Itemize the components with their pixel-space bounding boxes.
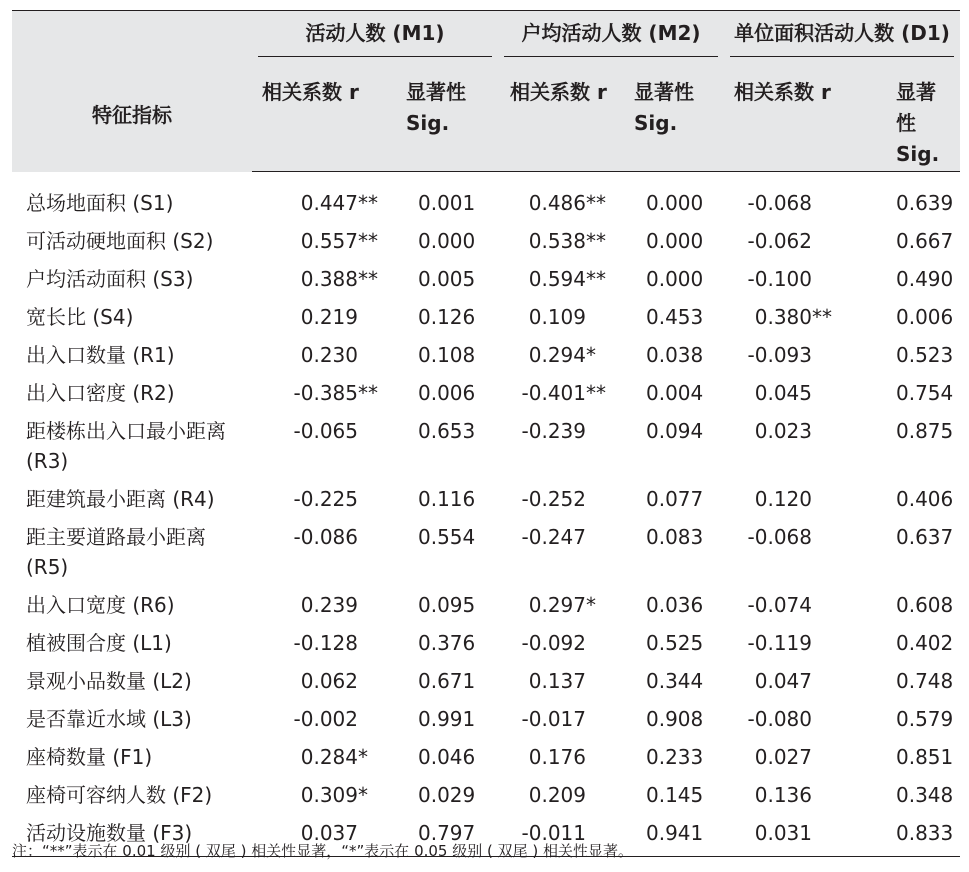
d1-r-value: -0.080 [747,707,812,731]
m1-r-cell [252,700,394,738]
feature-column-header: 特征指标 [12,11,252,172]
m2-r-cell [498,222,622,260]
m1-r-cell [252,776,394,814]
m1-r-value: 0.447 [300,191,358,215]
d1-r-cell [724,814,848,857]
m1-sig-cell: 0.653 [418,419,476,443]
m2-r-value: -0.092 [521,631,586,655]
m2-r-cell [498,738,622,776]
m2-r-value: -0.401 [521,381,586,405]
m1-r-value: -0.128 [293,631,358,655]
m1-r-cell [252,374,394,412]
d1-sig-cell: 0.639 [896,191,954,215]
d1-sig-cell: 0.490 [896,267,954,291]
d1-sig-cell: 0.348 [896,783,954,807]
feature-cell: 距主要道路最小距离 (R5) [26,525,206,579]
group-header-m1 [252,11,498,64]
d1-r-cell [724,298,848,336]
table-row [12,518,960,586]
m2-r-value: 0.209 [528,783,586,807]
m2-sig-cell: 0.908 [646,707,704,731]
table-row [12,222,960,260]
m1-r-cell [252,662,394,700]
m1-r-cell [252,222,394,260]
feature-cell: 景观小品数量 (L2) [26,669,192,693]
m1-r-cell [252,336,394,374]
m2-r-cell [498,776,622,814]
d1-r-cell [724,518,848,586]
d1-r-cell [724,336,848,374]
d1-r-cell [724,738,848,776]
d1-r-cell [724,700,848,738]
feature-cell: 出入口数量 (R1) [26,343,175,367]
correlation-table-container [12,10,960,857]
m1-significance-mark: * [358,783,368,807]
m1-sig-cell: 0.991 [418,707,476,731]
d1-r-value: -0.119 [747,631,812,655]
m1-r-value: -0.086 [293,525,358,549]
d1-sig-cell: 0.579 [896,707,954,731]
d1-sig-cell: 0.875 [896,419,954,443]
m2-significance-mark: ** [586,191,606,215]
m2-r-cell [498,172,622,223]
m2-sig-cell: 0.000 [646,229,704,253]
feature-cell: 距楼栋出入口最小距离 (R3) [26,419,226,473]
group-header-m1-label: 活动人数 (M1) [258,17,492,57]
m2-r-cell [498,260,622,298]
m2-sig-header: 显著性 Sig. [622,63,724,172]
m1-sig-cell: 0.671 [418,669,476,693]
group-header-d1-label: 单位面积活动人数 (D1) [730,17,954,57]
d1-r-cell [724,480,848,518]
table-body [12,172,960,857]
d1-r-value: -0.074 [747,593,812,617]
m2-r-cell [498,336,622,374]
d1-r-cell [724,222,848,260]
m2-r-cell [498,586,622,624]
m1-sig-cell: 0.006 [418,381,476,405]
d1-r-value: 0.023 [754,419,812,443]
m1-sig-cell: 0.797 [394,814,498,857]
d1-sig-cell: 0.006 [896,305,954,329]
m1-r-cell [252,260,394,298]
m1-r-value: 0.284 [300,745,358,769]
d1-sig-cell: 0.851 [896,745,954,769]
m1-significance-mark: ** [358,191,378,215]
m1-sig-cell: 0.005 [418,267,476,291]
m2-sig-cell: 0.004 [646,381,704,405]
m1-r-cell [252,298,394,336]
m2-r-value: 0.538 [528,229,586,253]
m1-significance-mark: ** [358,381,378,405]
table-row [12,336,960,374]
group-header-m2 [498,11,724,64]
m2-significance-mark: ** [586,381,606,405]
m2-sig-cell: 0.145 [646,783,704,807]
m2-r-value: -0.239 [521,419,586,443]
m1-r-cell [252,518,394,586]
m1-r-cell [252,412,394,480]
table-row [12,700,960,738]
m2-sig-cell: 0.344 [646,669,704,693]
m1-r-cell [252,586,394,624]
m1-r-value: -0.002 [293,707,358,731]
m1-sig-header: 显著性 Sig. [394,63,498,172]
table-row [12,624,960,662]
m2-r-cell [498,624,622,662]
m1-significance-mark: * [358,745,368,769]
feature-cell: 宽长比 (S4) [26,305,134,329]
d1-r-value: 0.027 [754,745,812,769]
m2-significance-mark: ** [586,229,606,253]
d1-r-cell [724,374,848,412]
feature-cell: 植被围合度 (L1) [26,631,172,655]
d1-r-value: -0.062 [747,229,812,253]
group-header-d1 [724,11,960,64]
m1-r-value: 0.219 [300,305,358,329]
d1-r-value: -0.093 [747,343,812,367]
m1-r-value: 0.037 [300,821,358,845]
m1-r-value: 0.388 [300,267,358,291]
m1-r-cell [252,738,394,776]
m2-r-value: 0.109 [528,305,586,329]
d1-sig-cell: 0.608 [896,593,954,617]
table-header [12,11,960,172]
m2-r-header: 相关系数 r [498,63,622,172]
m1-sig-cell: 0.554 [418,525,476,549]
table-row [12,662,960,700]
feature-cell: 户均活动面积 (S3) [26,267,194,291]
d1-r-cell [724,260,848,298]
m2-sig-cell: 0.077 [646,487,704,511]
table-row [12,260,960,298]
m2-r-value: -0.252 [521,487,586,511]
m1-sig-cell: 0.108 [418,343,476,367]
m1-sig-cell: 0.046 [418,745,476,769]
table-row [12,586,960,624]
m1-sig-cell: 0.376 [418,631,476,655]
m1-r-cell [252,480,394,518]
m2-r-value: 0.137 [528,669,586,693]
m2-significance-mark: ** [586,267,606,291]
m2-significance-mark: * [586,593,596,617]
feature-cell: 活动设施数量 (F3) [12,814,252,857]
d1-r-value: 0.136 [754,783,812,807]
table-row [12,374,960,412]
m2-r-value: 0.294 [528,343,586,367]
d1-r-cell [724,624,848,662]
m2-sig-cell: 0.083 [646,525,704,549]
m2-sig-cell: 0.036 [646,593,704,617]
m2-r-cell [498,298,622,336]
d1-r-value: 0.031 [754,821,812,845]
m1-r-value: 0.239 [300,593,358,617]
m2-r-cell [498,480,622,518]
m2-significance-mark: * [586,343,596,367]
table-row [12,412,960,480]
m1-sig-cell: 0.095 [418,593,476,617]
m1-r-value: 0.557 [300,229,358,253]
group-header-m2-label: 户均活动人数 (M2) [504,17,718,57]
d1-r-value: 0.047 [754,669,812,693]
m1-r-cell [252,172,394,223]
m1-significance-mark: ** [358,229,378,253]
m1-r-value: -0.065 [293,419,358,443]
d1-r-value: 0.045 [754,381,812,405]
m2-r-cell [498,412,622,480]
d1-r-cell [724,412,848,480]
m1-r-value: -0.385 [293,381,358,405]
feature-cell: 座椅数量 (F1) [26,745,153,769]
m1-sig-cell: 0.029 [418,783,476,807]
m2-r-value: -0.017 [521,707,586,731]
feature-cell: 可活动硬地面积 (S2) [26,229,214,253]
feature-cell: 出入口密度 (R2) [26,381,175,405]
d1-r-header: 相关系数 r [724,63,848,172]
d1-r-value: -0.068 [747,525,812,549]
d1-r-value: 0.120 [754,487,812,511]
m2-r-cell [498,700,622,738]
d1-sig-cell: 0.523 [896,343,954,367]
m2-sig-cell: 0.941 [622,814,724,857]
m2-r-value: 0.486 [528,191,586,215]
feature-cell: 座椅可容纳人数 (F2) [26,783,213,807]
d1-sig-header: 显著性 Sig. [848,63,960,172]
m1-r-value: -0.225 [293,487,358,511]
m2-r-value: 0.176 [528,745,586,769]
correlation-table [12,10,960,857]
m1-sig-cell: 0.116 [418,487,476,511]
d1-sig-cell: 0.406 [896,487,954,511]
d1-r-cell [724,662,848,700]
m2-sig-cell: 0.000 [646,267,704,291]
m2-r-value: -0.247 [521,525,586,549]
d1-sig-cell: 0.637 [896,525,954,549]
m2-sig-cell: 0.038 [646,343,704,367]
m2-sig-cell: 0.094 [646,419,704,443]
d1-r-cell [724,586,848,624]
m2-r-cell [498,662,622,700]
feature-cell: 距建筑最小距离 (R4) [26,487,215,511]
m1-r-value: 0.309 [300,783,358,807]
table-row [12,172,960,223]
d1-r-cell [724,172,848,223]
m2-r-cell [498,518,622,586]
d1-r-value: -0.068 [747,191,812,215]
d1-sig-cell: 0.667 [896,229,954,253]
m1-r-value: 0.062 [300,669,358,693]
header-row-groups [12,11,960,64]
m2-sig-cell: 0.453 [646,305,704,329]
feature-cell: 是否靠近水域 (L3) [26,707,192,731]
m2-r-value: 0.297 [528,593,586,617]
feature-cell: 总场地面积 (S1) [26,190,174,215]
table-footnote: 注：“**”表示在 0.01 级别 ( 双尾 ) 相关性显著，“*”表示在 0.05 级别 ( 双尾 ) 相关性显著。 [12,842,634,860]
d1-r-cell [724,776,848,814]
m2-sig-cell: 0.000 [646,191,704,215]
d1-sig-cell: 0.833 [848,814,960,857]
m2-r-value: -0.011 [521,821,586,845]
m2-r-value: 0.594 [528,267,586,291]
feature-cell: 出入口宽度 (R6) [26,593,175,617]
m2-sig-cell: 0.233 [646,745,704,769]
m1-r-cell [252,624,394,662]
m1-significance-mark: ** [358,267,378,291]
d1-sig-cell: 0.402 [896,631,954,655]
d1-r-value: -0.100 [747,267,812,291]
d1-significance-mark: ** [812,305,832,329]
table-row [12,480,960,518]
m1-sig-cell: 0.126 [418,305,476,329]
m2-sig-cell: 0.525 [646,631,704,655]
m1-sig-cell: 0.001 [418,191,476,215]
d1-r-value: 0.380 [754,305,812,329]
m1-sig-cell: 0.000 [418,229,476,253]
table-row [12,776,960,814]
m1-r-value: 0.230 [300,343,358,367]
table-row [12,298,960,336]
d1-sig-cell: 0.754 [896,381,954,405]
m2-r-cell [498,374,622,412]
d1-sig-cell: 0.748 [896,669,954,693]
table-row [12,738,960,776]
m1-r-header: 相关系数 r [252,63,394,172]
